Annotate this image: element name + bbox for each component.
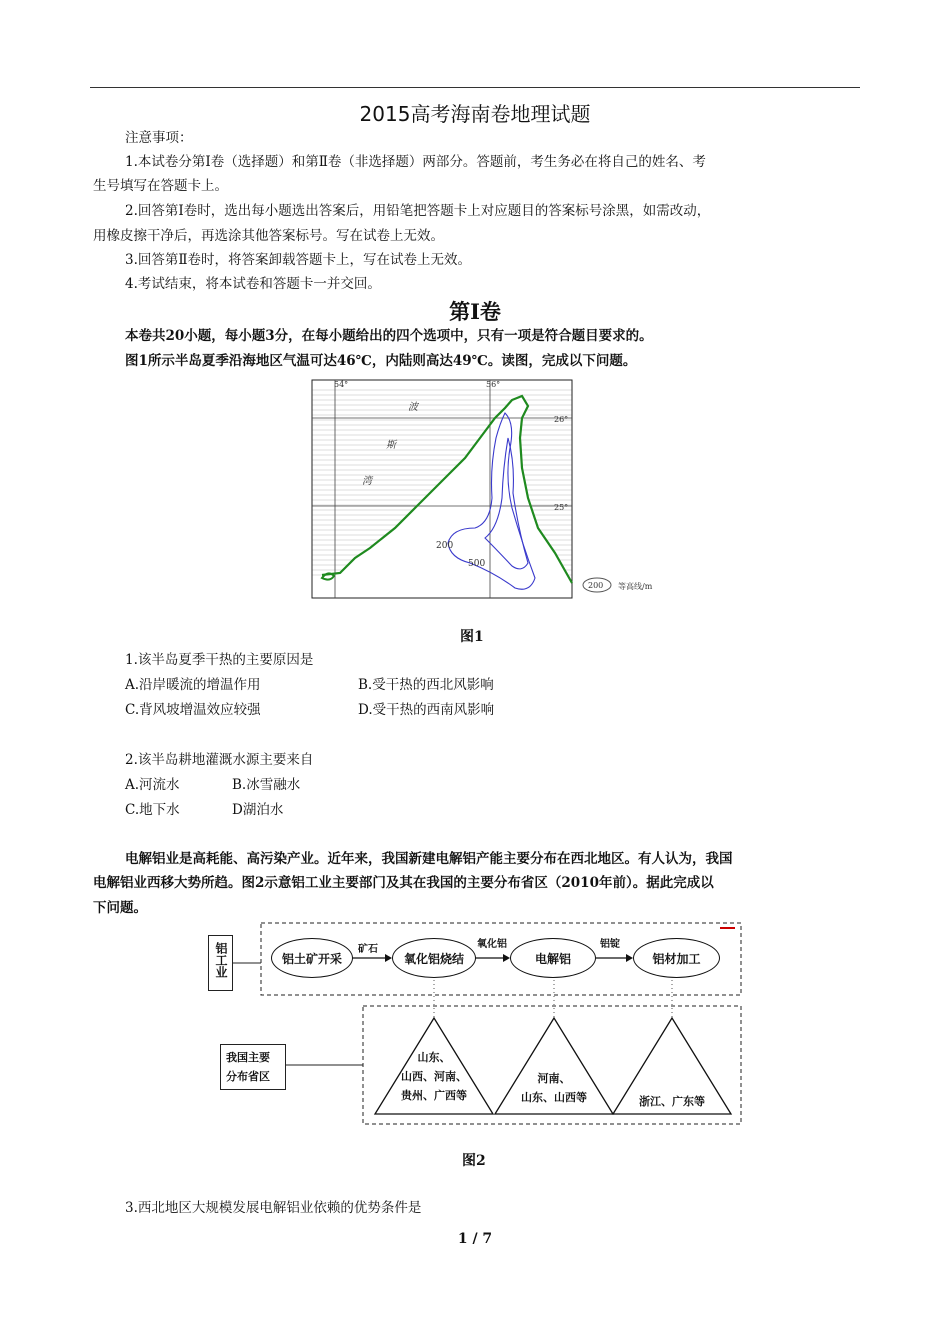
notice-item-4: 4.考试结束，将本试卷和答题卡一并交回。 (125, 276, 381, 292)
label-lon-56: 56° (486, 380, 501, 389)
sea-name-char-1: 波 (408, 402, 418, 413)
exam-title: 2015高考海南卷地理试题 (359, 102, 591, 126)
q2-option-c: C.地下水 (125, 802, 180, 818)
label-lat-25: 25° (554, 503, 569, 512)
step-electrolytic-aluminum: 电解铝 (510, 938, 596, 978)
header-rule (90, 87, 860, 88)
q1-stem: 1.该半岛夏季干热的主要原因是 (125, 652, 314, 668)
notice-item-2: 2.回答第Ⅰ卷时，选出每小题选出答案后，用铅笔把答题卡上对应题目的答案标号涂黑，如需改动， (125, 203, 711, 219)
label-lat-26: 26° (554, 415, 569, 424)
tri3-line1: 浙江、广东等 (639, 1095, 705, 1108)
triangle-2-text (495, 1069, 613, 1107)
q2-option-b: B.冰雪融水 (232, 777, 301, 793)
industry-label: 铝工业 (214, 942, 228, 978)
region-label-line2: 分布省区 (226, 1070, 270, 1083)
notice-item-1: 1.本试卷分第Ⅰ卷（选择题）和第Ⅱ卷（非选择题）两部分。答题前，考生务必在将自己的姓名、考 (125, 154, 706, 170)
page-number: 1 / 7 (457, 1231, 493, 1247)
contour-label-200: 200 (436, 541, 454, 551)
tri1-line2: 山西、河南、 (401, 1070, 467, 1083)
q3-stem: 3.西北地区大规模发展电解铝业依赖的优势条件是 (125, 1200, 422, 1216)
step-bauxite-mining: 铝土矿开采 (271, 938, 353, 978)
region-label-box (220, 1044, 286, 1090)
tri1-line3: 贵州、广西等 (401, 1089, 467, 1102)
arrow-label-alumina: 氧化铝 (477, 939, 507, 950)
q1-option-a: A.沿岸暖流的增温作用 (125, 677, 261, 693)
q2-stem: 2.该半岛耕地灌溉水源主要来自 (125, 752, 314, 768)
arrow-2-head (503, 954, 510, 962)
label-lon-54: 54° (334, 380, 349, 389)
arrow-label-ingot: 铝锭 (600, 939, 620, 950)
figure2-caption: 图2 (462, 1153, 486, 1169)
section-title: 第Ⅰ卷 (449, 299, 501, 324)
figure1-map (300, 378, 680, 600)
triangle-3-text (613, 1092, 731, 1111)
q2-option-a: A.河流水 (125, 777, 180, 793)
notice-item-2-cont: 用橡皮擦干净后，再选涂其他答案标号。写在试卷上无效。 (93, 228, 444, 244)
section-intro: 本卷共20小题，每小题3分，在每小题给出的四个选项中，只有一项是符合题目要求的。 (125, 328, 653, 344)
figure1-caption: 图1 (460, 629, 484, 645)
region-label-line1: 我国主要 (226, 1051, 270, 1064)
triangle-1-text (375, 1048, 493, 1105)
contour-label-500: 500 (468, 559, 486, 569)
question-stem-figure1: 图1所示半岛夏季沿海地区气温可达46℃，内陆则高达49℃。读图，完成以下问题。 (125, 353, 637, 369)
step-aluminum-processing: 铝材加工 (633, 938, 720, 978)
passage2-line1: 电解铝业是高耗能、高污染产业。近年来，我国新建电解铝产能主要分布在西北地区。有人认为，我国 (125, 851, 733, 867)
tri2-line1: 河南、 (537, 1072, 571, 1085)
arrow-3-head (626, 954, 633, 962)
tri2-line2: 山东、山西等 (521, 1091, 587, 1104)
notice-heading: 注意事项： (125, 130, 193, 146)
q1-option-b: B.受干热的西北风影响 (358, 677, 494, 693)
arrow-1-head (385, 954, 392, 962)
q1-option-c: C.背风坡增温效应较强 (125, 702, 261, 718)
legend-label: 等高线/m (618, 582, 653, 591)
arrow-label-ore: 矿石 (358, 944, 378, 955)
tri1-line1: 山东、 (417, 1051, 451, 1064)
sea-name-char-3: 湾 (362, 476, 372, 487)
passage2-line2: 电解铝业西移大势所趋。图2示意铝工业主要部门及其在我国的主要分布省区（2010年前）。据此完成以 (93, 875, 714, 891)
legend-value: 200 (588, 581, 604, 590)
q1-option-d: D.受干热的西南风影响 (358, 702, 495, 718)
land-area (312, 396, 572, 598)
figure2-diagram (200, 920, 760, 1130)
notice-item-1-cont: 生号填写在答题卡上。 (93, 178, 228, 194)
passage2-line3: 下问题。 (93, 900, 147, 916)
sea-name-char-2: 斯 (386, 440, 396, 451)
q2-option-d: D湖泊水 (232, 802, 284, 818)
step-alumina-sintering: 氧化铝烧结 (392, 938, 476, 978)
notice-item-3: 3.回答第Ⅱ卷时，将答案卸载答题卡上，写在试卷上无效。 (125, 252, 472, 268)
